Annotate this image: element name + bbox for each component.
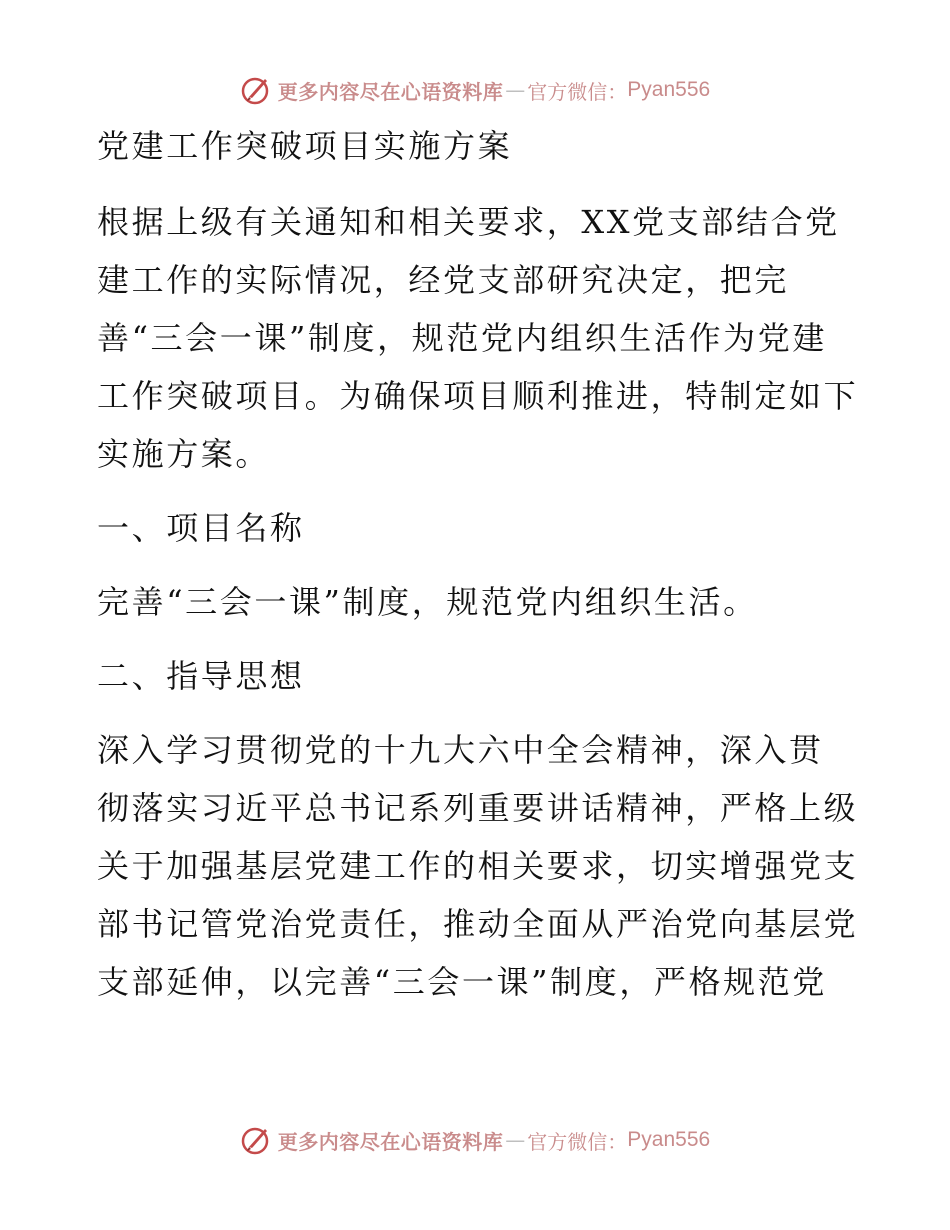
section-heading-guiding-ideology: 二、指导思想 <box>97 657 305 695</box>
section-text-project-name: 完善“三会一课”制度，规范党内组织生活。 <box>97 583 758 621</box>
footer-banner <box>0 1120 950 1160</box>
header-banner <box>0 70 950 110</box>
intro-line: 建工作的实际情况，经党支部研究决定，把完 <box>97 261 790 299</box>
section-heading-project-name: 一、项目名称 <box>97 509 305 547</box>
banner-wechat-label: 官方微信： <box>527 79 628 104</box>
intro-line: 根据上级有关通知和相关要求，XX党支部结合党 <box>97 203 840 241</box>
quill-logo-icon <box>240 74 272 106</box>
document-title: 党建工作突破项目实施方案 <box>97 127 513 165</box>
section-line: 彻落实习近平总书记系列重要讲话精神，严格上级 <box>97 789 859 827</box>
banner-dash: — <box>505 1128 526 1152</box>
intro-line: 善“三会一课”制度，规范党内组织生活作为党建 <box>97 319 827 357</box>
section-line: 关于加强基层党建工作的相关要求，切实增强党支 <box>97 847 859 885</box>
quill-logo-icon <box>240 1124 272 1156</box>
section-line: 部书记管党治党责任，推动全面从严治党向基层党 <box>97 905 859 943</box>
banner-wechat-id: Pyan556 <box>627 78 711 101</box>
banner-wechat-id: Pyan556 <box>627 1128 711 1151</box>
intro-line: 工作突破项目。为确保项目顺利推进，特制定如下 <box>97 377 859 415</box>
section-line: 深入学习贯彻党的十九大六中全会精神，深入贯 <box>97 731 824 769</box>
banner-dash: — <box>505 78 526 102</box>
section-line: 支部延伸，以完善“三会一课”制度，严格规范党 <box>97 963 827 1001</box>
banner-wechat-label: 官方微信： <box>527 1129 628 1154</box>
intro-line: 实施方案。 <box>97 435 271 473</box>
banner-text: 更多内容尽在心语资料库 <box>277 1129 504 1154</box>
banner-text: 更多内容尽在心语资料库 <box>277 79 504 104</box>
